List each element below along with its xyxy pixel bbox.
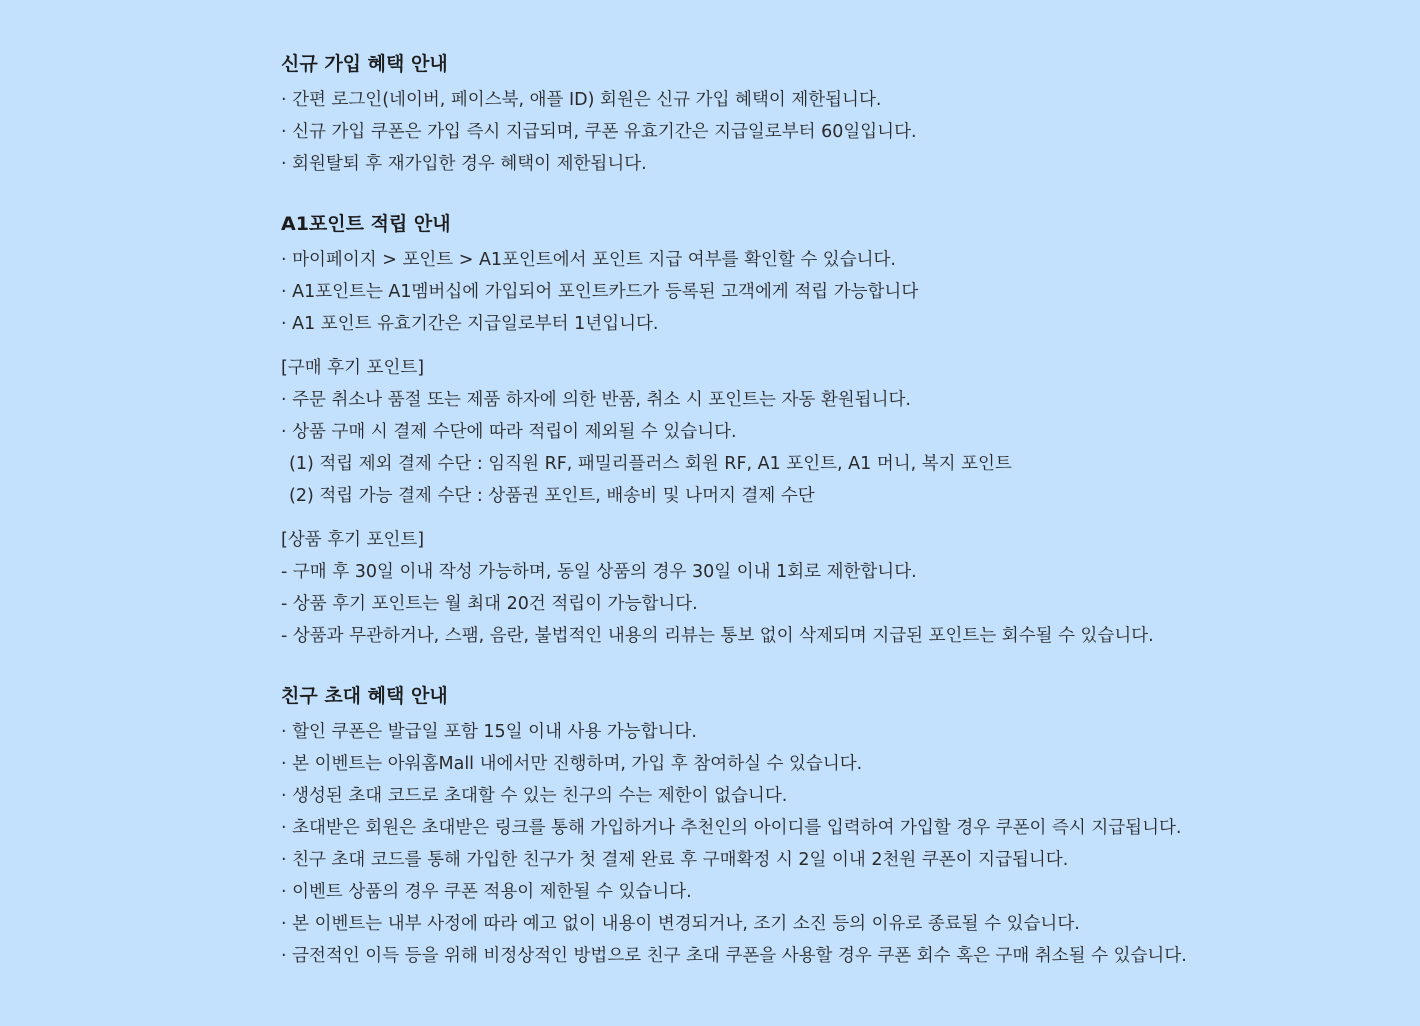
notice-subitem: (2) 적립 가능 결제 수단 : 상품권 포인트, 배송비 및 나머지 결제 수단	[289, 486, 815, 506]
a1-point-section	[281, 208, 1381, 652]
friend-invite-section	[281, 680, 1381, 972]
notice-item: · 본 이벤트는 내부 사정에 따라 예고 없이 내용이 변경되거나, 조기 소진 등의 이유로 종료될 수 있습니다.	[281, 914, 1080, 934]
notice-item: · 주문 취소나 품절 또는 제품 하자에 의한 반품, 취소 시 포인트는 자동 환원됩니다.	[281, 390, 911, 410]
notice-item: - 상품과 무관하거나, 스팸, 음란, 불법적인 내용의 리뷰는 통보 없이 삭제되며 지급된 포인트는 회수될 수 있습니다.	[281, 626, 1154, 646]
notice-subitem: (1) 적립 제외 결제 수단 : 임직원 RF, 패밀리플러스 회원 RF, A1 포인트, A1 머니, 복지 포인트	[289, 454, 1012, 474]
notice-item: · 생성된 초대 코드로 초대할 수 있는 친구의 수는 제한이 없습니다.	[281, 786, 788, 806]
notice-item: · 회원탈퇴 후 재가입한 경우 혜택이 제한됩니다.	[281, 154, 647, 174]
section-title: 신규 가입 혜택 안내	[281, 53, 448, 75]
notice-item: - 상품 후기 포인트는 월 최대 20건 적립이 가능합니다.	[281, 594, 698, 614]
notice-item: · 할인 쿠폰은 발급일 포함 15일 이내 사용 가능합니다.	[281, 722, 697, 742]
section-title: 친구 초대 혜택 안내	[281, 685, 448, 707]
benefit-notice	[281, 48, 1381, 1000]
notice-item: - 구매 후 30일 이내 작성 가능하며, 동일 상품의 경우 30일 이내 1회로 제한합니다.	[281, 562, 917, 582]
notice-item: · 신규 가입 쿠폰은 가입 즉시 지급되며, 쿠폰 유효기간은 지급일로부터 60일입니다.	[281, 122, 917, 142]
notice-item: · A1 포인트 유효기간은 지급일로부터 1년입니다.	[281, 314, 659, 334]
signup-benefit-section	[281, 48, 1381, 180]
notice-item: · 이벤트 상품의 경우 쿠폰 적용이 제한될 수 있습니다.	[281, 882, 692, 902]
section-title: A1포인트 적립 안내	[281, 213, 451, 235]
notice-item: · 간편 로그인(네이버, 페이스북, 애플 ID) 회원은 신규 가입 혜택이 제한됩니다.	[281, 90, 882, 110]
notice-item: · 초대받은 회원은 초대받은 링크를 통해 가입하거나 추천인의 아이디를 입력하여 가입할 경우 쿠폰이 즉시 지급됩니다.	[281, 818, 1182, 838]
notice-item: · 마이페이지 > 포인트 > A1포인트에서 포인트 지급 여부를 확인할 수 있습니다.	[281, 250, 896, 270]
purchase-review-subtitle: [구매 후기 포인트]	[281, 358, 425, 378]
notice-item: · 금전적인 이득 등을 위해 비정상적인 방법으로 친구 초대 쿠폰을 사용할 경우 쿠폰 회수 혹은 구매 취소될 수 있습니다.	[281, 946, 1187, 966]
notice-item: · 친구 초대 코드를 통해 가입한 친구가 첫 결제 완료 후 구매확정 시 2일 이내 2천원 쿠폰이 지급됩니다.	[281, 850, 1069, 870]
notice-item: · 본 이벤트는 아워홈Mall 내에서만 진행하며, 가입 후 참여하실 수 있습니다.	[281, 754, 863, 774]
notice-item: · 상품 구매 시 결제 수단에 따라 적립이 제외될 수 있습니다.	[281, 422, 737, 442]
notice-item: · A1포인트는 A1멤버십에 가입되어 포인트카드가 등록된 고객에게 적립 가능합니다	[281, 282, 919, 302]
product-review-subtitle: [상품 후기 포인트]	[281, 530, 425, 550]
